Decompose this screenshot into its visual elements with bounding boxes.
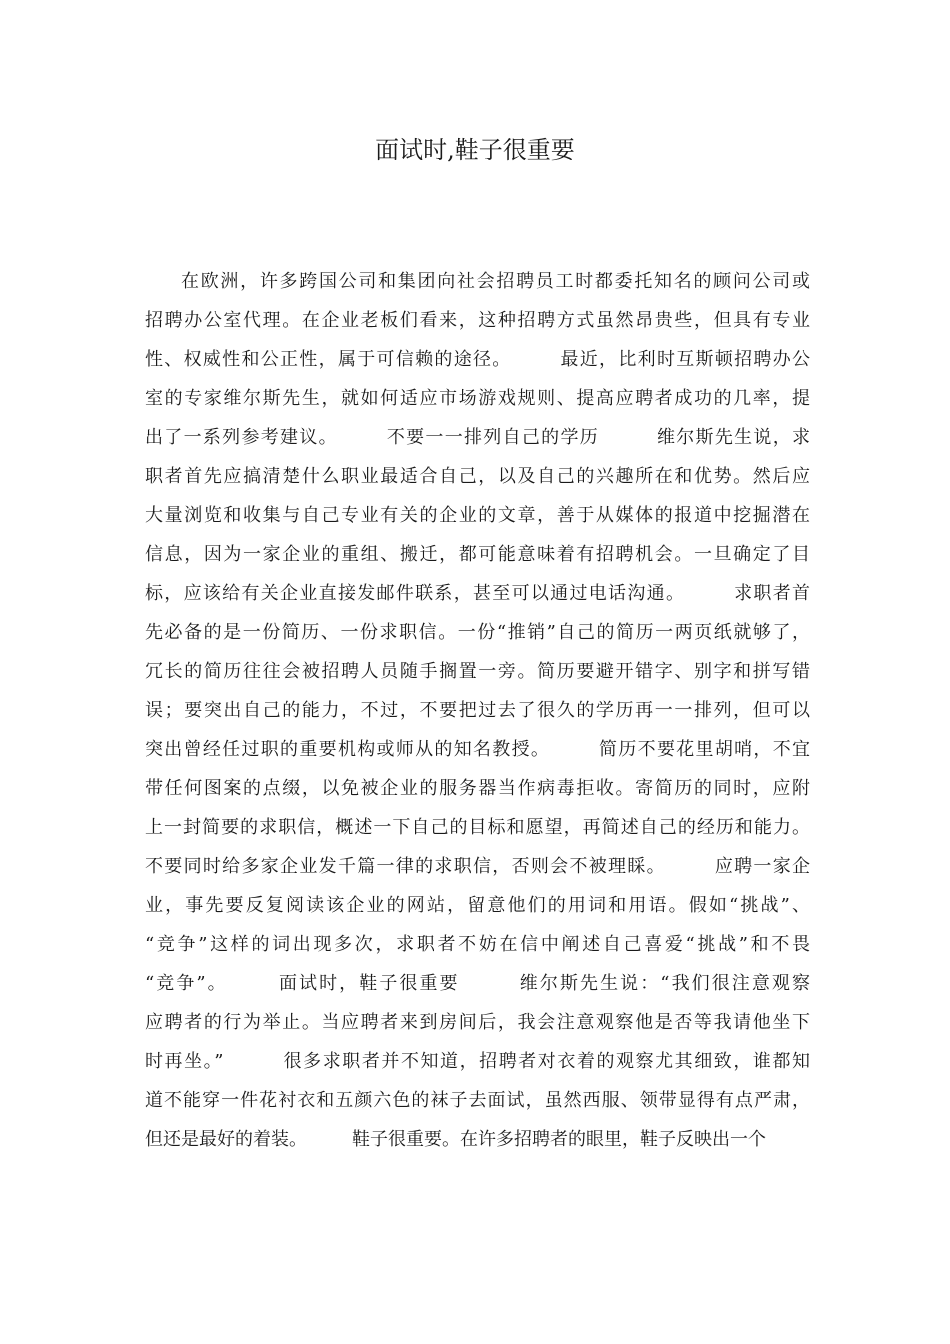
body-line: 招聘办公室代理。在企业老板们看来，这种招聘方式虽然昂贵些，但具有专业 — [145, 310, 810, 331]
body-line: 不要同时给多家企业发千篇一律的求职信，否则会不被理睬。 应聘一家企 — [145, 856, 810, 877]
body-line: 上一封简要的求职信，概述一下自己的目标和愿望，再简述自己的经历和能力。 — [145, 817, 810, 838]
body-line: 信息，因为一家企业的重组、搬迁，都可能意味着有招聘机会。一旦确定了目 — [145, 544, 810, 565]
body-line: 突出曾经任过职的重要机构或师从的知名教授。 简历不要花里胡哨，不宜 — [145, 739, 810, 760]
document-body — [145, 262, 810, 1159]
body-line: 带任何图案的点缀，以免被企业的服务器当作病毒拒收。寄简历的同时，应附 — [145, 778, 810, 799]
body-line: 职者首先应搞清楚什么职业最适合自己，以及自己的兴趣所在和优势。然后应 — [145, 466, 810, 487]
body-line: 时再坐。” 很多求职者并不知道，招聘者对衣着的观察尤其细致，谁都知 — [145, 1051, 810, 1072]
body-line: 标，应该给有关企业直接发邮件联系，甚至可以通过电话沟通。 求职者首 — [145, 583, 810, 604]
body-line: 大量浏览和收集与自己专业有关的企业的文章，善于从媒体的报道中挖掘潜在 — [145, 505, 810, 526]
body-line: “竞争”。 面试时，鞋子很重要 维尔斯先生说：“我们很注意观察 — [145, 973, 810, 994]
body-line: 冗长的简历往往会被招聘人员随手搁置一旁。简历要避开错字、别字和拼写错 — [145, 661, 810, 682]
body-line: 业，事先要反复阅读该企业的网站，留意他们的用词和用语。假如“挑战”、 — [145, 895, 810, 916]
body-line: 应聘者的行为举止。当应聘者来到房间后，我会注意观察他是否等我请他坐下 — [145, 1012, 810, 1033]
body-line: 在欧洲，许多跨国公司和集团向社会招聘员工时都委托知名的顾问公司或 — [181, 271, 810, 292]
body-line: 但还是最好的着装。 鞋子很重要。在许多招聘者的眼里，鞋子反映出一个 — [145, 1129, 766, 1150]
document-title: 面试时,鞋子很重要 — [375, 136, 575, 164]
body-line: 室的专家维尔斯先生，就如何适应市场游戏规则、提高应聘者成功的几率，提 — [145, 388, 810, 409]
body-line: 性、权威性和公正性，属于可信赖的途径。 最近，比利时互斯顿招聘办公 — [145, 349, 810, 370]
body-line: 误；要突出自己的能力，不过，不要把过去了很久的学历再一一排列，但可以 — [145, 700, 810, 721]
body-line: “竞争”这样的词出现多次，求职者不妨在信中阐述自己喜爱“挑战”和不畏 — [145, 934, 810, 955]
body-line: 先必备的是一份简历、一份求职信。一份“推销”自己的简历一两页纸就够了， — [145, 622, 810, 643]
body-line: 道不能穿一件花衬衣和五颜六色的袜子去面试，虽然西服、领带显得有点严肃， — [145, 1090, 810, 1111]
body-line: 出了一系列参考建议。 不要一一排列自己的学历 维尔斯先生说，求 — [145, 427, 810, 448]
